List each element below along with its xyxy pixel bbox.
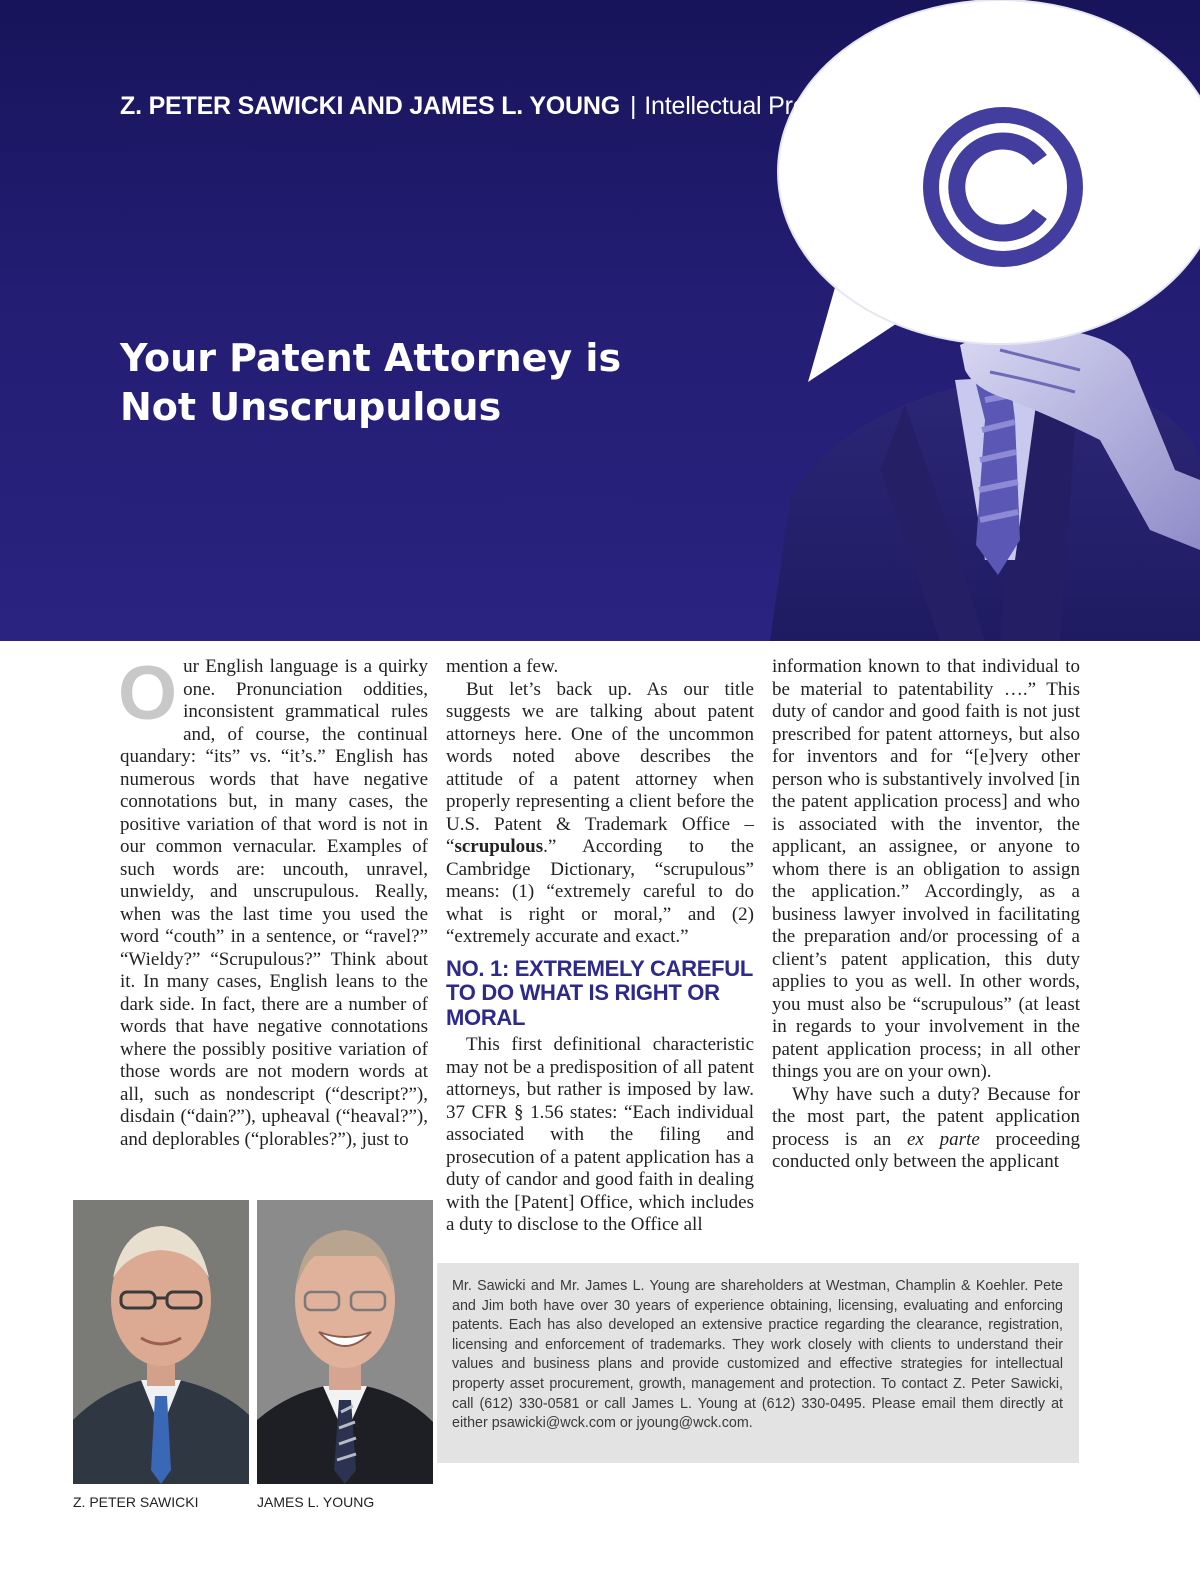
byline-authors: Z. PETER SAWICKI AND JAMES L. YOUNG	[120, 92, 620, 120]
paragraph-2-bold: scrupulous	[454, 836, 544, 857]
article-paragraph-3: This first definitional characteristic may not be a predisposition of all patent attorneys, but rather is imposed by law. 37 CFR § 1.56 states: “Each individual associated with the filing and prosecution of a patent application has a duty of candor and good faith in dealing with the [Patent] Office, which includes a duty to disclose to the Office all	[446, 1034, 754, 1235]
article-paragraph-4	[772, 1084, 1080, 1174]
author-bio-text: Mr. Sawicki and Mr. James L. Young are shareholders at Westman, Champlin & Koehler. Pete and Jim both have over 30 years of experience obtaining, licensing, evaluating and enforcing patents. Each has also developed an extensive practice regarding the clearance, registration, licensing and enforcement of trademarks. They work closely with clients to understand their values and business plans and provide customized and effective strategies for intellectual property asset procurement, growth, management and protection. To contact Z. Peter Sawicki, call (612) 330-0581 or call James L. Young at (612) 330-0495. Please email them directly at either psawicki@wck.com or jyoung@wck.com.	[452, 1278, 1063, 1432]
paragraph-2-text: But let’s back up. As our title suggests we are talking about patent attorneys here. One of the uncommon words noted above describes the attitude of a patent attorney when properly representing a client before the U.S. Patent & Trademark Office – “	[446, 678, 754, 857]
author-photo-young	[257, 1200, 433, 1484]
paragraph-3-continued: information known to that individual to be material to patentability ….” This duty of candor and good faith is not just prescribed for patent attorneys, but also for inventors and for “[e]very other person who is substantively involved [in the patent application process] and who is associated with the inventor, the applicant, an assignee, or anyone to whom there is an obligation to assign the application.” Accordingly, as a business lawyer involved in facilitating the preparation and/or processing of a client’s patent application, this duty applies to you as well. In other words, you must also be “scrupulous” (at least in regards to your involvement in the patent application process; in all other things you are on your own).	[772, 656, 1080, 1082]
drop-cap: O	[118, 651, 178, 736]
byline	[120, 92, 861, 121]
article-title-line1: Your Patent Attorney is	[120, 336, 622, 380]
paragraph-4-text: Why have such a duty? Because for the most part, the patent application process is an	[772, 1083, 1080, 1150]
section-subhead: NO. 1: EXTREMELY CAREFUL TO DO WHAT IS RIGHT OR MORAL	[446, 955, 753, 1030]
article-paragraph-2	[446, 679, 754, 949]
byline-section: Intellectual Property	[644, 92, 862, 120]
article-paragraph-1	[118, 651, 428, 1151]
article-column-2	[446, 656, 754, 1237]
hero-banner	[0, 0, 1200, 641]
author-bio-box	[437, 1263, 1079, 1463]
paragraph-4-italic: ex parte	[907, 1128, 980, 1150]
article-column-3	[772, 656, 1080, 1174]
copyright-icon	[923, 107, 1083, 267]
paragraph-2-tail: .” According to the Cambridge Dictionary, “scrupulous” means: (1) “extremely careful to do what is right or moral,” and (2) “extremely accurate and exact.”	[446, 836, 754, 947]
paragraph-1-continued: mention a few.	[446, 656, 559, 677]
paragraph-4-tail: proceeding conducted only between the applicant	[772, 1128, 1080, 1172]
photo-caption-sawicki: Z. PETER SAWICKI	[73, 1494, 199, 1510]
article-column-1	[118, 651, 428, 1151]
article-title-line2: Not Unscrupulous	[120, 385, 502, 429]
author-photo-sawicki	[73, 1200, 249, 1484]
article-title	[120, 334, 621, 432]
photo-caption-young: JAMES L. YOUNG	[257, 1494, 375, 1510]
byline-separator: |	[630, 92, 637, 120]
paragraph-1-text: ur English language is a quirky one. Pronunciation oddities, inconsistent grammatical rules and, of course, the continual quandary: “its” vs. “it’s.” English has numerous words that have negative connotations but, in many cases, the positive variation of that word is not in our common vernacular. Examples of such words are: uncouth, unravel, unwieldy, and unscrupulous. Really, when was the last time you used the word “couth” in a sentence, or “ravel?” “Wieldy?” “Scrupulous?” Think about it. In many cases, English leans to the dark side. In fact, there are a number of words that have negative connotations where the possibly positive variation of those words are not modern words at all, such as nondescript (“descript?”), disdain (“dain?”), upheaval (“heaval?”), and deplorables (“plorables?”), just to	[120, 656, 428, 1150]
